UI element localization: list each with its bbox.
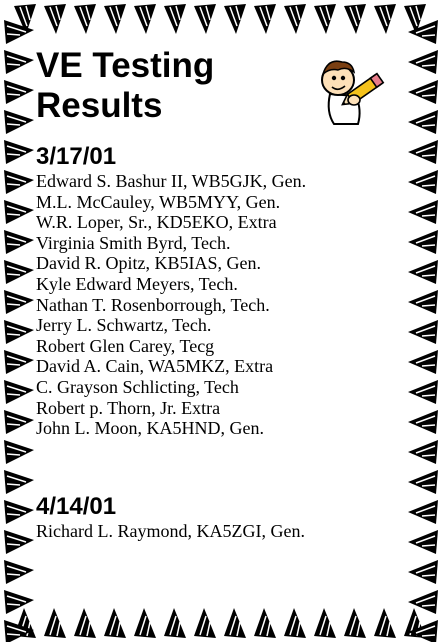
page-title: VE Testing Results	[36, 46, 215, 125]
result-entry: Richard L. Raymond, KA5ZGI, Gen.	[36, 521, 305, 541]
result-entry: Kyle Edward Meyers, Tech.	[36, 273, 238, 294]
result-entry: Virginia Smith Byrd, Tech.	[36, 232, 231, 253]
pencil-clipart-icon	[308, 50, 390, 128]
results-list	[36, 521, 305, 542]
result-entry: C. Grayson Schlicting, Tech	[36, 376, 239, 397]
result-entry: David R. Opitz, KB5IAS, Gen.	[36, 253, 261, 274]
result-entry: John L. Moon, KA5HND, Gen.	[36, 418, 264, 439]
result-entry: Robert p. Thorn, Jr. Extra	[36, 397, 221, 418]
session-date: 4/14/01	[36, 493, 117, 520]
result-entry: M.L. McCauley, WB5MYY, Gen.	[36, 191, 281, 212]
result-entry: David A. Cain, WA5MKZ, Extra	[36, 356, 274, 377]
result-entry: Jerry L. Schwartz, Tech.	[36, 315, 212, 336]
results-list	[36, 171, 306, 439]
result-entry: Edward S. Bashur II, WB5GJK, Gen.	[36, 171, 307, 191]
session-date: 3/17/01	[36, 143, 117, 170]
result-entry: W.R. Loper, Sr., KD5EKO, Extra	[36, 212, 277, 233]
result-entry: Robert Glen Carey, Tecg	[36, 335, 215, 356]
result-entry: Nathan T. Rosenborrough, Tech.	[36, 294, 270, 315]
content-area	[36, 46, 408, 606]
